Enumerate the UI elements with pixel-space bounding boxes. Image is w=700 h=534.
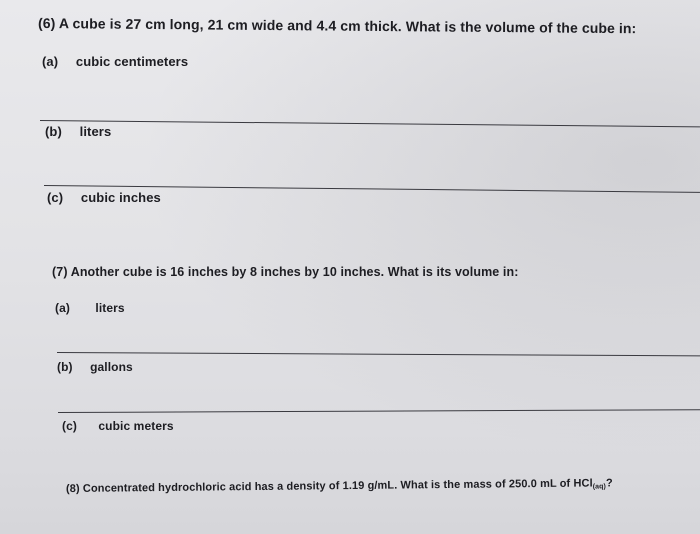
answer-line-7b (58, 409, 700, 413)
question-8-number: (8) (65, 482, 80, 495)
question-6c-text: cubic inches (80, 190, 161, 205)
question-6-text: A cube is 27 cm long, 21 cm wide and 4.4 cm thick. What is the volume of the cube in: (58, 15, 637, 37)
answer-line-7a (57, 352, 700, 356)
question-8-text: Concentrated hydrochloric acid has a density of 1.19 g/mL. What is the mass of 250.0 mL of HCl (82, 477, 593, 495)
answer-line-6a (40, 120, 700, 127)
question-6b-label: (b) (45, 124, 62, 139)
question-8-subscript: (aq) (592, 483, 607, 491)
question-6b (45, 124, 111, 139)
question-7b-label: (b) (57, 360, 73, 374)
question-7a-text: liters (95, 301, 125, 315)
question-8 (66, 477, 613, 496)
question-7a (55, 301, 125, 315)
question-8-end: ? (605, 477, 613, 490)
question-7-text: Another cube is 16 inches by 8 inches by 10 inches. What is its volume in: (70, 265, 519, 279)
question-7c (62, 419, 174, 433)
question-6a-text: cubic centimeters (75, 54, 189, 69)
question-7-number: (7) (52, 265, 68, 279)
question-6b-text: liters (79, 124, 112, 139)
question-6c-label: (c) (47, 190, 64, 205)
question-6a (42, 54, 188, 69)
question-6-number: (6) (37, 15, 56, 32)
question-7c-text: cubic meters (98, 419, 174, 433)
question-7c-label: (c) (62, 419, 77, 433)
question-6 (38, 15, 636, 36)
question-7b-text: gallons (90, 360, 133, 374)
question-6a-label: (a) (42, 54, 59, 69)
question-7b (57, 360, 133, 374)
question-7 (52, 265, 519, 279)
question-7a-label: (a) (55, 301, 70, 315)
question-6c (47, 190, 161, 205)
